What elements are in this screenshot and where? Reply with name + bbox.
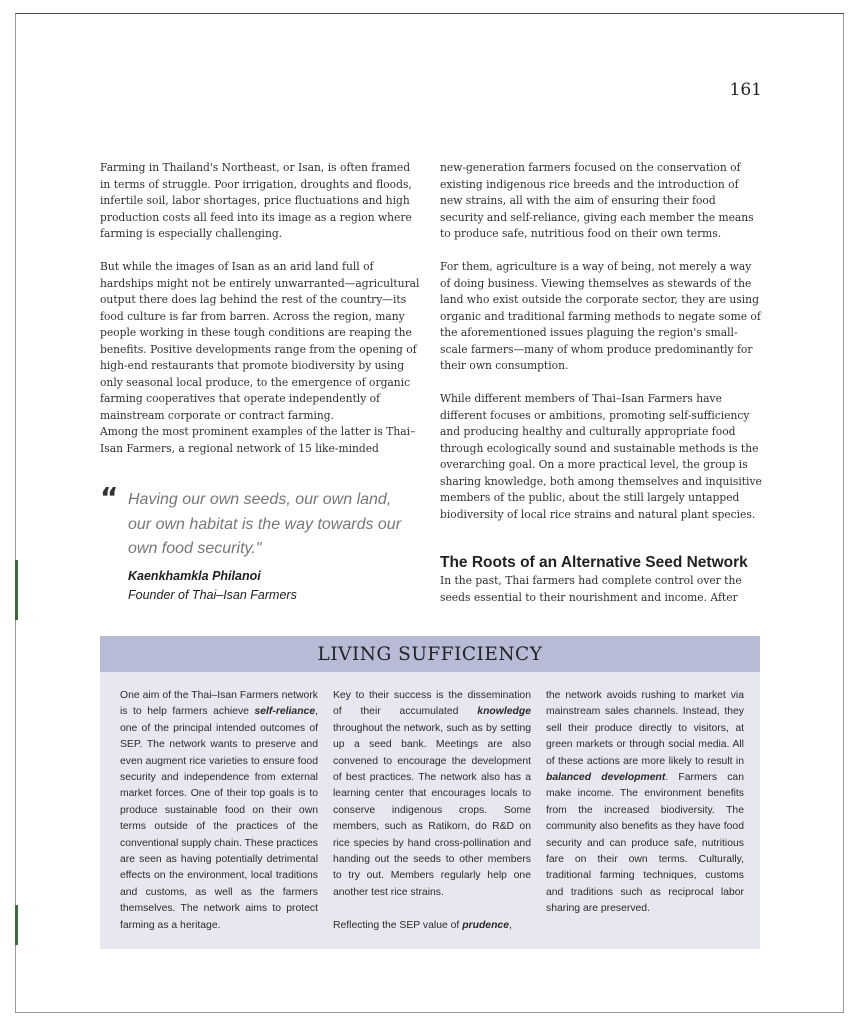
article-paragraph: new-generation farmers focused on the conservation of existing indigenous rice breeds and the introduction of new strains, all with the aim of ensuring their food security and self-reliance, giving each member the means to produce safe, nutritious food on their own terms. [440,161,754,240]
emphasis-text: self-reliance [254,706,316,718]
text-run: throughout the network, such as by setting up a seed bank. Meetings are also convened to encourage the development of best practices. The network also has a learning center that encourages locals to conserve indigenous crops. Some members, such as Ratikorn, do R&D on rice species by hand cross-pollination and handing out the seeds to other members to try out. Members regularly help one another test rice strains. [333,722,531,898]
sidebar-column [120,688,318,950]
quote-author-role: Founder of Thai–Isan Farmers [128,588,297,602]
sidebar-column [546,688,744,934]
article-left-column [100,160,422,457]
quote-text: Having our own seeds, our own land, our own habitat is the way towards our own food security." [128,491,402,557]
sidebar-paragraph [333,688,531,901]
sidebar-box [100,636,760,949]
quote-author: Kaenkhamkla Philanoi [128,569,261,583]
sidebar-box-title: LIVING SUFFICIENCY [100,636,760,672]
article-paragraph: In the past, Thai farmers had complete control over the seeds essential to their nourishment and income. After [440,574,742,604]
text-run: Key to their success is the dissemination of their accumulated [333,690,531,718]
text-run: the network avoids rushing to market via mainstream sales channels. Instead, they sell their produce directly to visitors, at green markets or through social media. All of these actions are more likely to result in [546,690,744,767]
page-number: 161 [729,80,762,100]
emphasis-text: balanced development [546,772,666,784]
article-paragraph: While different members of Thai–Isan Farmers have different focuses or ambitions, promoting self-sufficiency and producing healthy and culturally appropriate food through ecologically sound and sustainable methods is the overarching goal. On a more practical level, the group is sharing knowledge, both among themselves and inquisitive members of the public, about the still largely untapped biodiversity of local rice strains and natural plant species. [440,392,762,521]
text-run: Reflecting the SEP value of [333,919,463,931]
sidebar-column [333,688,531,950]
sidebar-paragraph [546,688,744,918]
text-run: , one of the principal intended outcomes of SEP. The network wants to preserve and even augment rice varieties to ensure food security and independence from external market forces. One of their top goals is to produce sustainable food on their own terms outside of the practices of the conventional supply chain. These practices are seen as having potentially detrimental effects on the environment, local traditions and customs, as well as the farmers themselves. The network aims to protect farming as a heritage. [120,706,318,931]
section-heading: The Roots of an Alternative Seed Network [440,554,748,571]
article-paragraph: But while the images of Isan as an arid land full of hardships might not be entirely unwarranted—agricultural output there does lag behind the rest of the country—its food culture is far from barren. Across the region, many people working in these tough conditions are reaping the benefits. Positive developments range from the opening of high-end restaurants that promote biodiversity by using only seasonal local produce, to the emergence of organic farming cooperatives that operate independently of mainstream corporate or contract farming. [100,260,420,422]
text-run: , [508,919,512,931]
sidebar-paragraph [333,918,531,934]
text-run: . Farmers can make income. The environment benefits from the increased biodiversity. The community also benefits as they have food security and can produce safe, nutritious fare on their own terms. Culturally, traditional farming techniques, customs and traditions such as reciprocal labor sharing are preserved. [546,772,744,915]
article-right-column [440,160,762,523]
quote-mark-icon: “ [100,481,119,514]
article-paragraph: Farming in Thailand's Northeast, or Isan, is often framed in terms of struggle. Poor irrigation, droughts and floods, infertile soil, labor shortages, price fluctuations and high production costs all feed into its image as a region where farming is especially challenging. [100,161,412,240]
section-paragraph-column [440,573,762,606]
article-paragraph: For them, agriculture is a way of being, not merely a way of doing business. Viewing themselves as stewards of the land who exist outside the corporate sector, they are using organic and traditional farming methods to negate some of the aforementioned issues plaguing the region's small-scale farmers—many of whom produce predominantly for their own consumption. [440,260,761,372]
page-edge-mark [15,905,18,945]
emphasis-text: prudence [462,919,509,931]
emphasis-text: knowledge [477,706,531,718]
sidebar-paragraph [120,688,318,934]
article-paragraph: Among the most prominent examples of the latter is Thai–Isan Farmers, a regional network of 15 like-minded [100,425,416,455]
text-run: One aim of the Thai–Isan Farmers network is to help farmers achieve [120,690,318,718]
page-edge-mark [15,560,18,620]
